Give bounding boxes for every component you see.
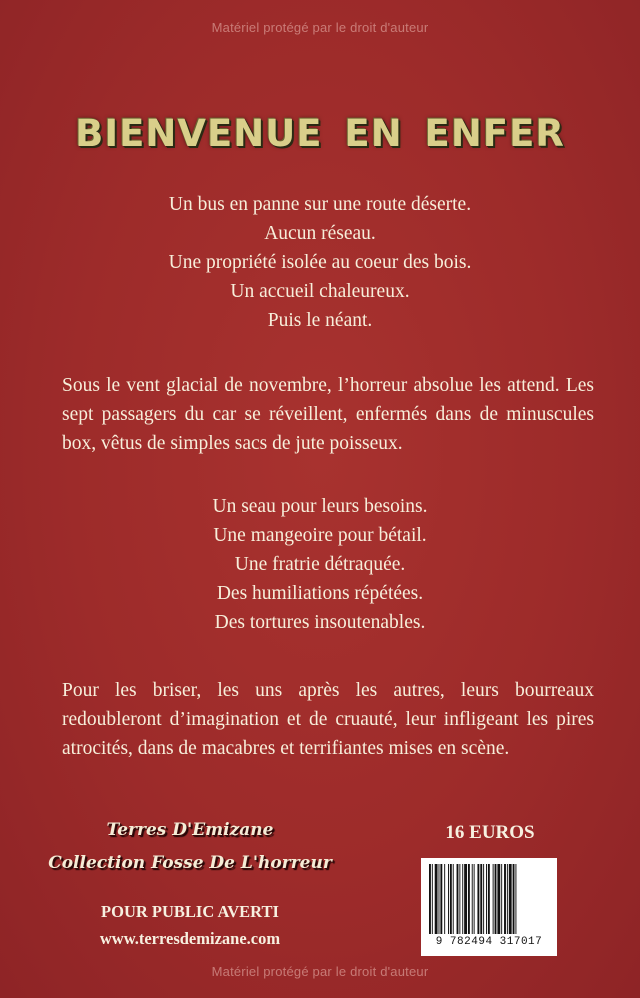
copyright-watermark-bottom: Matériel protégé par le droit d'auteur <box>211 964 429 979</box>
middle-line: Des tortures insoutenables. <box>214 612 426 633</box>
intro-line: Un bus en panne sur une route déserte. <box>168 194 472 215</box>
synopsis-paragraph-2: Pour les briser, les uns après les autres, leurs bourreaux redoubleront d’imagination et de cruauté, leur infligeant les pires atrocités, dans de macabres et terrifiantes mises en scène. <box>62 680 594 759</box>
middle-lines <box>0 492 640 637</box>
audience-warning: POUR PUBLIC AVERTI <box>101 902 279 921</box>
intro-line: Puis le néant. <box>267 310 373 331</box>
middle-line: Des humiliations répétées. <box>216 583 424 604</box>
middle-line: Une fratrie détraquée. <box>234 554 406 575</box>
middle-line: Un seau pour leurs besoins. <box>212 496 428 517</box>
intro-line: Une propriété isolée au coeur des bois. <box>168 252 472 273</box>
barcode-bars-graphic <box>429 864 549 934</box>
synopsis-paragraph-1: Sous le vent glacial de novembre, l’horreur absolue les attend. Les sept passagers du car se réveillent, enfermés dans de minuscules box, vêtus de simples sacs de jute poisseux. <box>62 375 594 454</box>
publisher-website: www.terresdemizane.com <box>99 929 281 948</box>
isbn-barcode <box>421 858 557 956</box>
middle-line: Une mangeoire pour bétail. <box>213 525 427 546</box>
barcode-digits: 9 782494 317017 <box>435 936 543 948</box>
intro-line: Aucun réseau. <box>264 223 376 244</box>
intro-line: Un accueil chaleureux. <box>230 281 410 302</box>
book-title: BIENVENUE EN ENFER <box>75 112 565 155</box>
collection-name: Collection Fosse De L'horreur <box>48 853 332 873</box>
publisher-name: Terres D'Emizane <box>106 820 274 840</box>
price-label: 16 EUROS <box>445 822 535 843</box>
copyright-watermark-top: Matériel protégé par le droit d'auteur <box>211 20 429 35</box>
intro-lines <box>0 190 640 335</box>
